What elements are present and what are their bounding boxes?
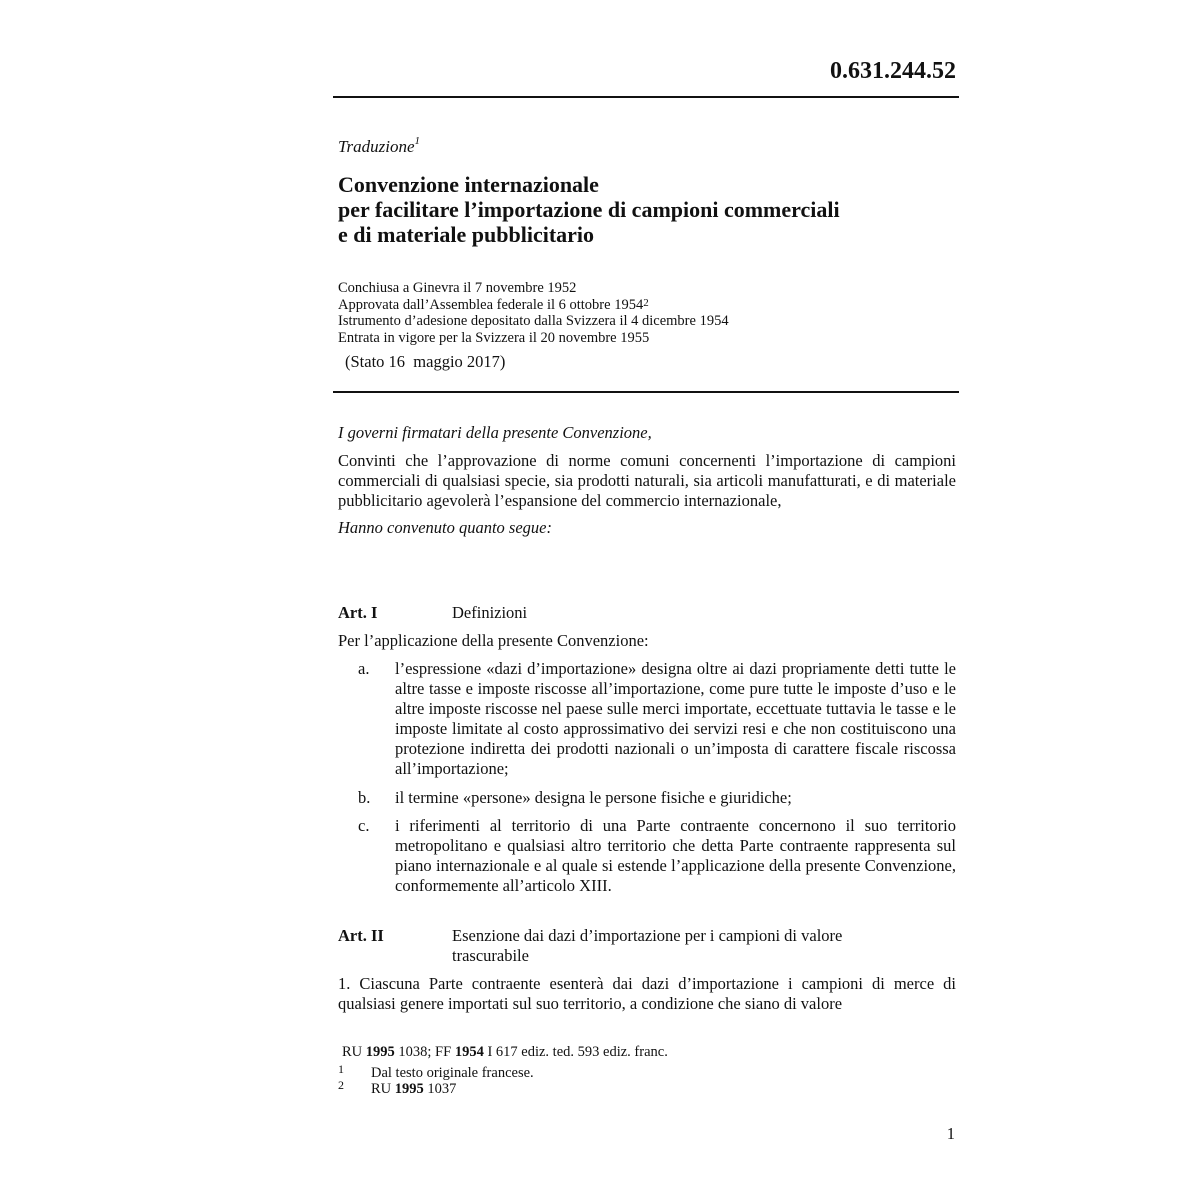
preamble-agreed: Hanno convenuto quanto segue: [338,518,552,537]
title-line-3: e di materiale pubblicitario [338,222,595,247]
document-number: 0.631.244.52 [830,58,956,84]
source-prefix: RU [342,1044,366,1060]
article-2-paragraph-1: 1. Ciascuna Parte contraente esenterà dai dazi d’importazione i campioni di merce di qualsiasi genere importati sul suo territorio, a condizione che siano di valore [338,974,956,1013]
item-a-text: l’espressione «dazi d’importazione» designa oltre ai dazi propriamente detti tutte le altre tasse e imposte riscosse all’importazione, come pure tutte le imposte d’uso e le altre imposte riscosse nel paese sulle merci importate, eccettuate tuttavia le tasse e le imposte limitate al costo approssimativo dei servizi resi e che non costituiscono una protezione indiretta dei prodotti nazionali o un’imposta di carattere fiscale riscossa all’importazione; [395,659,956,778]
item-b-letter: b. [358,788,371,807]
footnote-2-text [371,1082,456,1098]
meta-approved-text: Approvata dall’Assemblea federale il 6 ottobre 1954 [338,296,644,313]
footnote-ref-2[interactable]: 2 [643,296,649,309]
meta-in-force: Entrata in vigore per la Svizzera il 20 novembre 1955 [338,329,650,346]
source-mid: 1038; FF [394,1044,455,1060]
article-2-title: Esenzione dai dazi d’importazione per i campioni di valore trascurabile [452,926,843,965]
preamble-convinced: Convinti che l’approvazione di norme comuni concernenti l’importazione di campioni commerciali di qualsiasi specie, sia prodotti naturali, sia articoli manufatturati, e di materiale pubblicitario agevolerà l’espansione del commercio internazionale, [338,451,956,510]
footnote-ref-1[interactable]: 1 [414,135,421,147]
header-rule [333,96,959,98]
meta-rule [333,391,959,393]
translation-label [338,137,420,157]
fn2-year: 1995 [394,1081,424,1097]
item-b-text: il termine «persone» designa le persone fisiche e giuridiche; [395,788,792,807]
fn2-suffix: 1037 [423,1081,457,1097]
source-suffix: I 617 ediz. ted. 593 ediz. franc. [483,1044,668,1060]
footnote-1-number: 1 [338,1062,344,1076]
translation-text: Traduzione [338,137,415,156]
footnote-source [342,1045,668,1061]
meta-approved [338,297,729,314]
title-line-1: Convenzione internazionale [338,172,599,197]
preamble-governments: I governi firmatari della presente Convenzione, [338,423,652,442]
page-number: 1 [946,1124,955,1143]
status-date: (Stato 16 maggio 2017) [345,352,506,371]
footnote-1-text: Dal testo originale francese. [371,1065,534,1081]
source-ff-year: 1954 [454,1044,484,1060]
article-1-title: Definizioni [452,603,528,622]
meta-concluded: Conchiusa a Ginevra il 7 novembre 1952 [338,280,577,296]
article-1-number: Art. I [338,603,378,622]
fn2-prefix: RU [371,1081,395,1097]
item-c-letter: c. [358,816,370,835]
title-line-2: per facilitare l’importazione di campioni commerciali [338,197,840,222]
article-1-intro: Per l’applicazione della presente Convenzione: [338,631,649,650]
footnote-2-number: 2 [338,1078,344,1092]
document-meta [338,280,729,346]
item-c-text: i riferimenti al territorio di una Parte contraente concernono il suo territorio metropolitano e qualsiasi altro territorio che detta Parte contraente rappresenta sul piano internazionale e al quale si estende l’applicazione della presente Convenzione, conformemente all’articolo XIII. [395,816,956,895]
item-a-letter: a. [358,659,370,678]
meta-instrument: Istrumento d’adesione depositato dalla Svizzera il 4 dicembre 1954 [338,313,729,329]
article-2-number: Art. II [338,926,384,945]
source-ru-year: 1995 [365,1044,395,1060]
document-title [338,172,958,247]
